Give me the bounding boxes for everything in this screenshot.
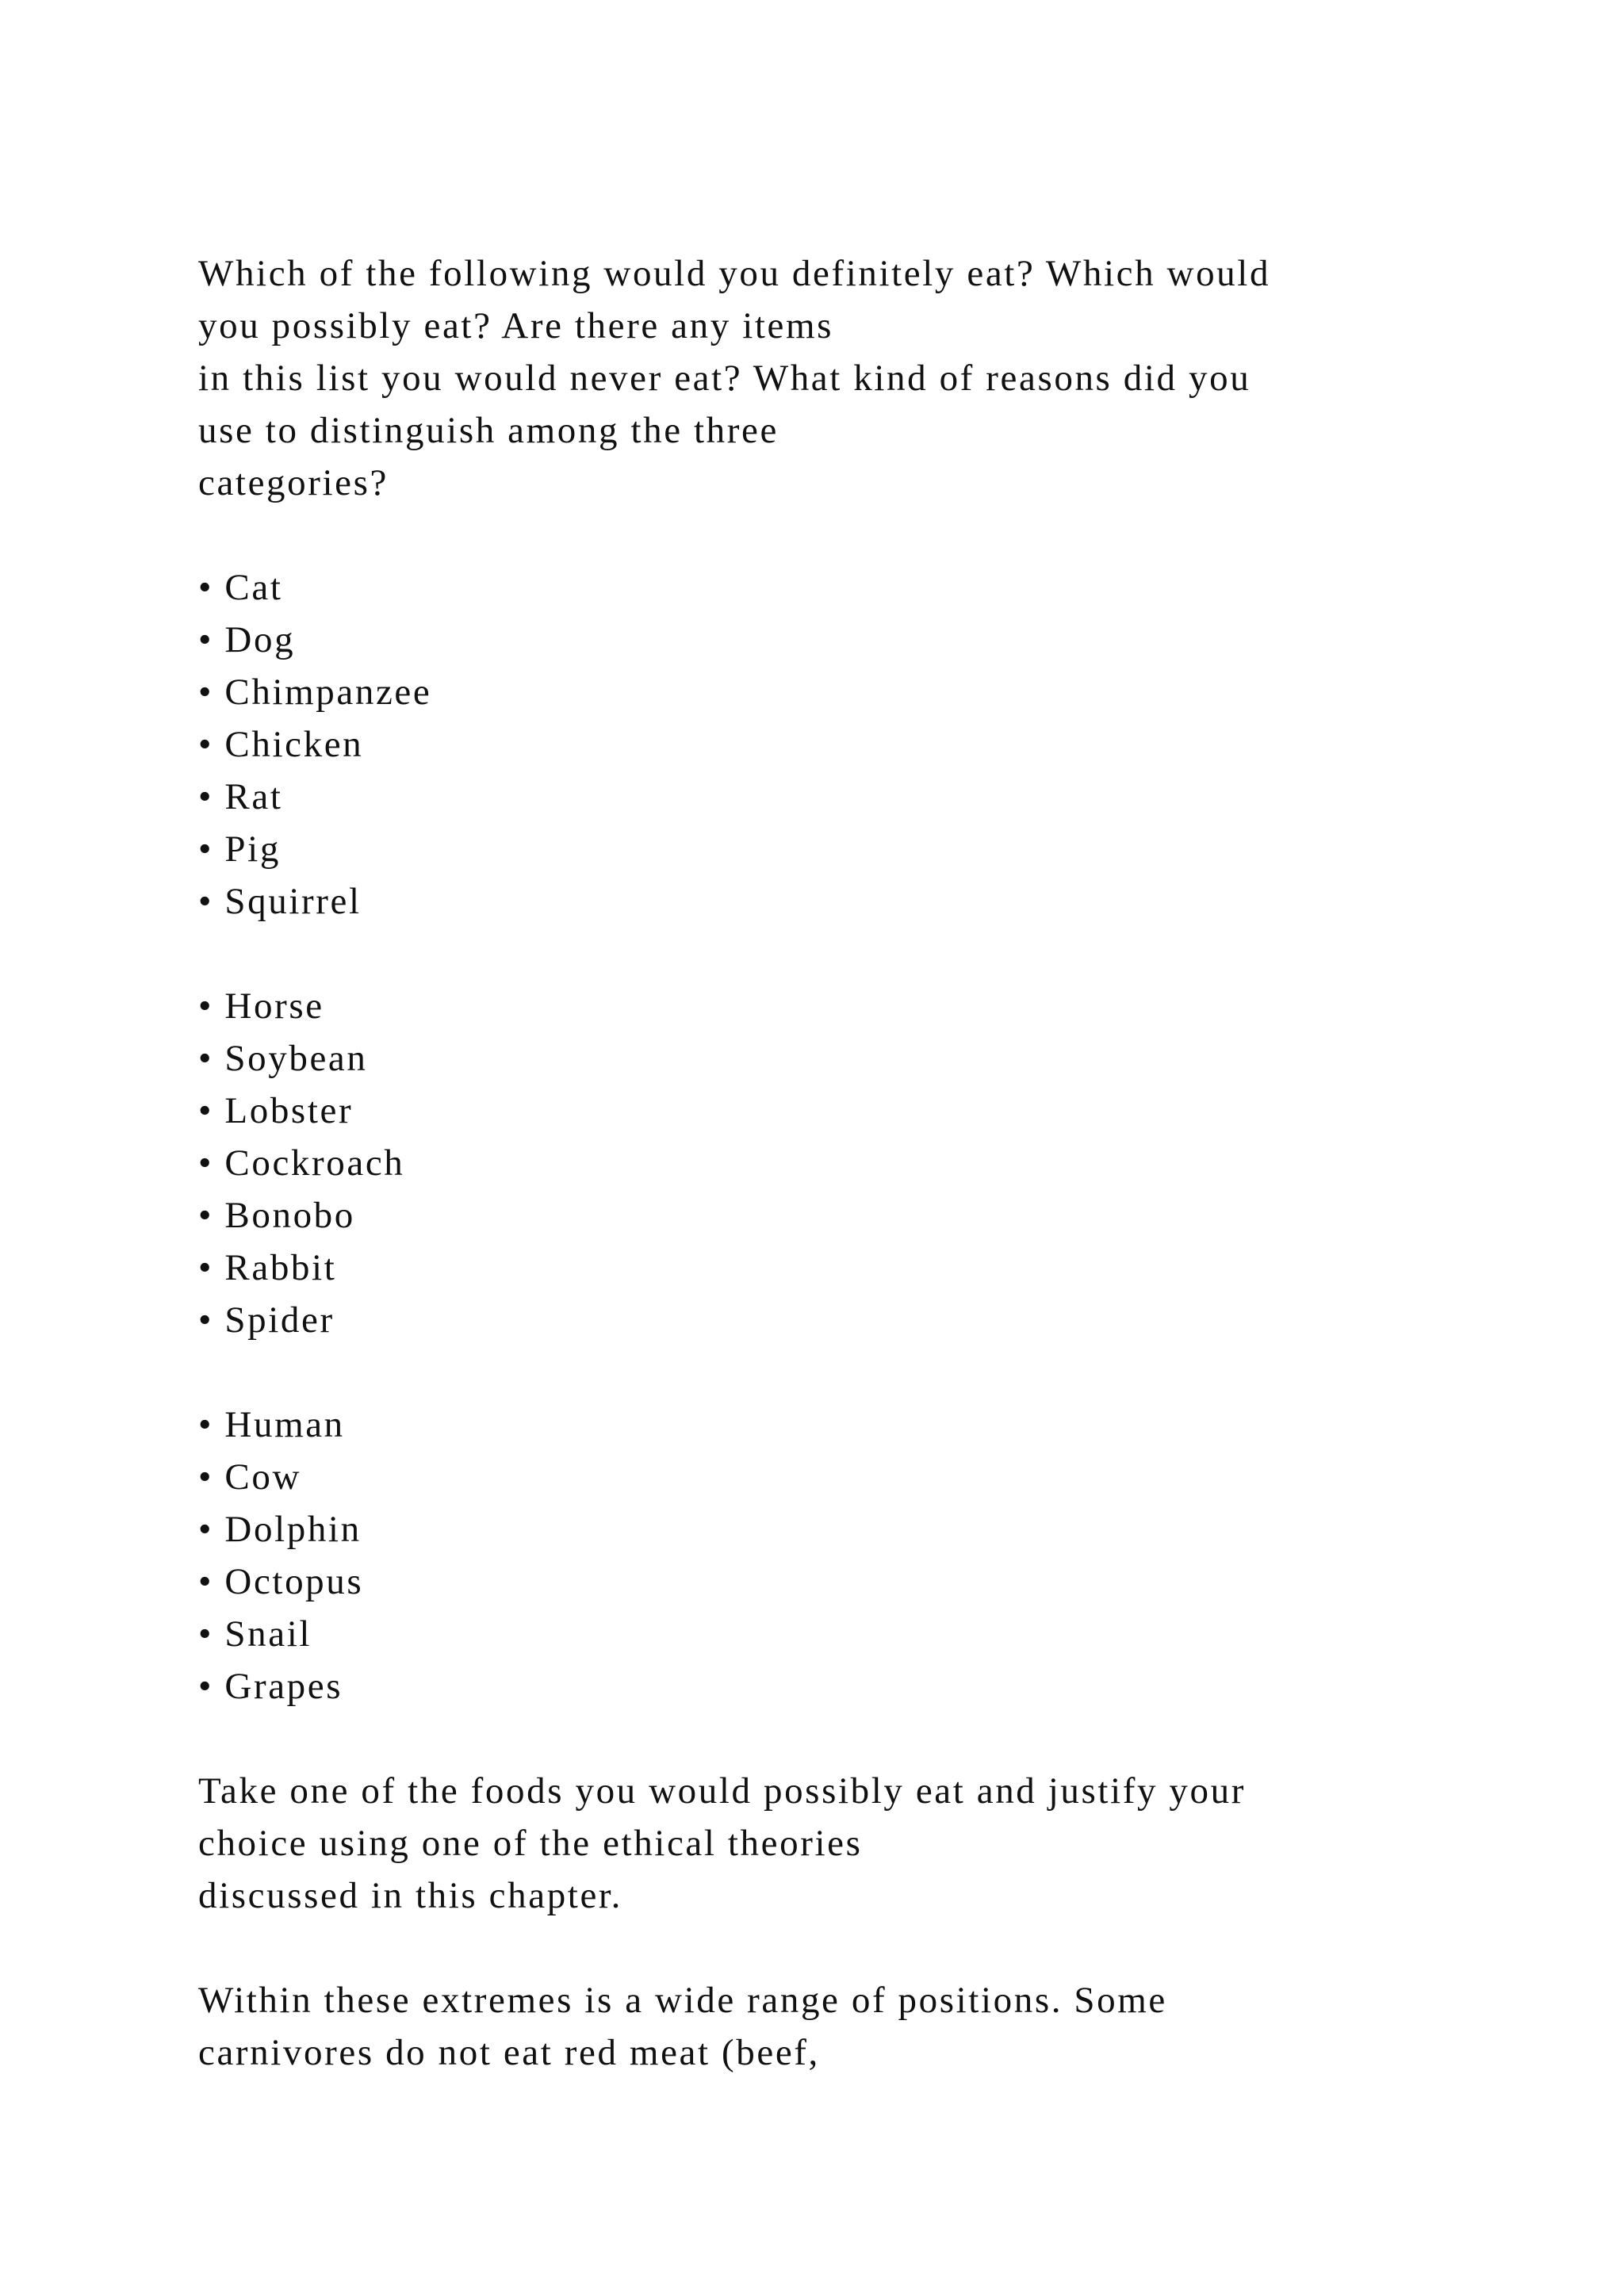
list-item <box>198 980 1507 1032</box>
intro-line: use to distinguish among the three <box>198 410 779 451</box>
list-item-label: Spider <box>224 1299 335 1341</box>
list-item <box>198 1660 1507 1712</box>
list-item <box>198 666 1507 718</box>
list-item-label: Human <box>224 1404 345 1445</box>
bullet-icon: • <box>198 1613 214 1655</box>
list-item-label: Bonobo <box>224 1195 355 1236</box>
list-item <box>198 614 1507 666</box>
list-item <box>198 1085 1507 1137</box>
list-item-label: Rat <box>224 776 283 817</box>
closing-line: Within these extremes is a wide range of positions. Some <box>198 1980 1167 2021</box>
prompt-line: Take one of the foods you would possibly eat and justify your <box>198 1770 1246 1812</box>
bullet-icon: • <box>198 881 214 922</box>
list-item-label: Horse <box>224 985 324 1027</box>
bullet-icon: • <box>198 828 214 870</box>
prompt-line: discussed in this chapter. <box>198 1875 622 1916</box>
document-text <box>198 247 1507 2079</box>
list-item <box>198 1242 1507 1294</box>
intro-line: categories? <box>198 462 389 503</box>
list-item <box>198 823 1507 875</box>
bullet-icon: • <box>198 1509 214 1550</box>
closing-paragraph <box>198 1974 1507 2079</box>
list-item-label: Squirrel <box>224 881 362 922</box>
list-item-label: Chicken <box>224 724 364 765</box>
prompt-paragraph <box>198 1765 1507 1922</box>
bullet-icon: • <box>198 1247 214 1288</box>
list-item <box>198 1399 1507 1451</box>
list-item-label: Cockroach <box>224 1142 405 1184</box>
list-item <box>198 1294 1507 1346</box>
list-item <box>198 1137 1507 1189</box>
list-item <box>198 771 1507 823</box>
list-item <box>198 1451 1507 1503</box>
bullet-icon: • <box>198 1404 214 1445</box>
bullet-icon: • <box>198 776 214 817</box>
bullet-icon: • <box>198 1038 214 1079</box>
list-item-label: Snail <box>224 1613 312 1655</box>
bullet-icon: • <box>198 1195 214 1236</box>
food-list-group-2 <box>198 980 1507 1346</box>
list-item-label: Octopus <box>224 1561 364 1602</box>
closing-line: carnivores do not eat red meat (beef, <box>198 2032 820 2073</box>
list-item-label: Cow <box>224 1456 302 1498</box>
bullet-icon: • <box>198 1142 214 1184</box>
list-item-label: Rabbit <box>224 1247 337 1288</box>
paragraph-gap <box>198 509 1507 561</box>
bullet-icon: • <box>198 1561 214 1602</box>
list-item-label: Dog <box>224 619 296 660</box>
paragraph-gap <box>198 1922 1507 1974</box>
list-item <box>198 718 1507 771</box>
bullet-icon: • <box>198 724 214 765</box>
list-item <box>198 561 1507 614</box>
bullet-icon: • <box>198 1090 214 1131</box>
list-item-label: Lobster <box>224 1090 354 1131</box>
bullet-icon: • <box>198 567 214 608</box>
food-list-group-1 <box>198 561 1507 928</box>
paragraph-gap <box>198 1712 1507 1765</box>
list-item-label: Chimpanzee <box>224 672 432 713</box>
intro-line: Which of the following would you definitely eat? Which would <box>198 253 1271 294</box>
list-item-label: Pig <box>224 828 281 870</box>
list-item <box>198 1556 1507 1608</box>
list-item-label: Soybean <box>224 1038 368 1079</box>
food-list-group-3 <box>198 1399 1507 1712</box>
paragraph-gap <box>198 928 1507 980</box>
bullet-icon: • <box>198 672 214 713</box>
intro-line: in this list you would never eat? What kind of reasons did you <box>198 358 1251 399</box>
intro-paragraph <box>198 247 1507 509</box>
paragraph-gap <box>198 1346 1507 1399</box>
bullet-icon: • <box>198 619 214 660</box>
list-item-label: Dolphin <box>224 1509 362 1550</box>
list-item <box>198 1189 1507 1242</box>
bullet-icon: • <box>198 1456 214 1498</box>
list-item-label: Cat <box>224 567 283 608</box>
list-item <box>198 1032 1507 1085</box>
list-item <box>198 1608 1507 1660</box>
bullet-icon: • <box>198 985 214 1027</box>
prompt-line: choice using one of the ethical theories <box>198 1823 863 1864</box>
list-item <box>198 875 1507 928</box>
intro-line: you possibly eat? Are there any items <box>198 305 834 346</box>
list-item-label: Grapes <box>224 1666 343 1707</box>
bullet-icon: • <box>198 1666 214 1707</box>
bullet-icon: • <box>198 1299 214 1341</box>
list-item <box>198 1503 1507 1556</box>
